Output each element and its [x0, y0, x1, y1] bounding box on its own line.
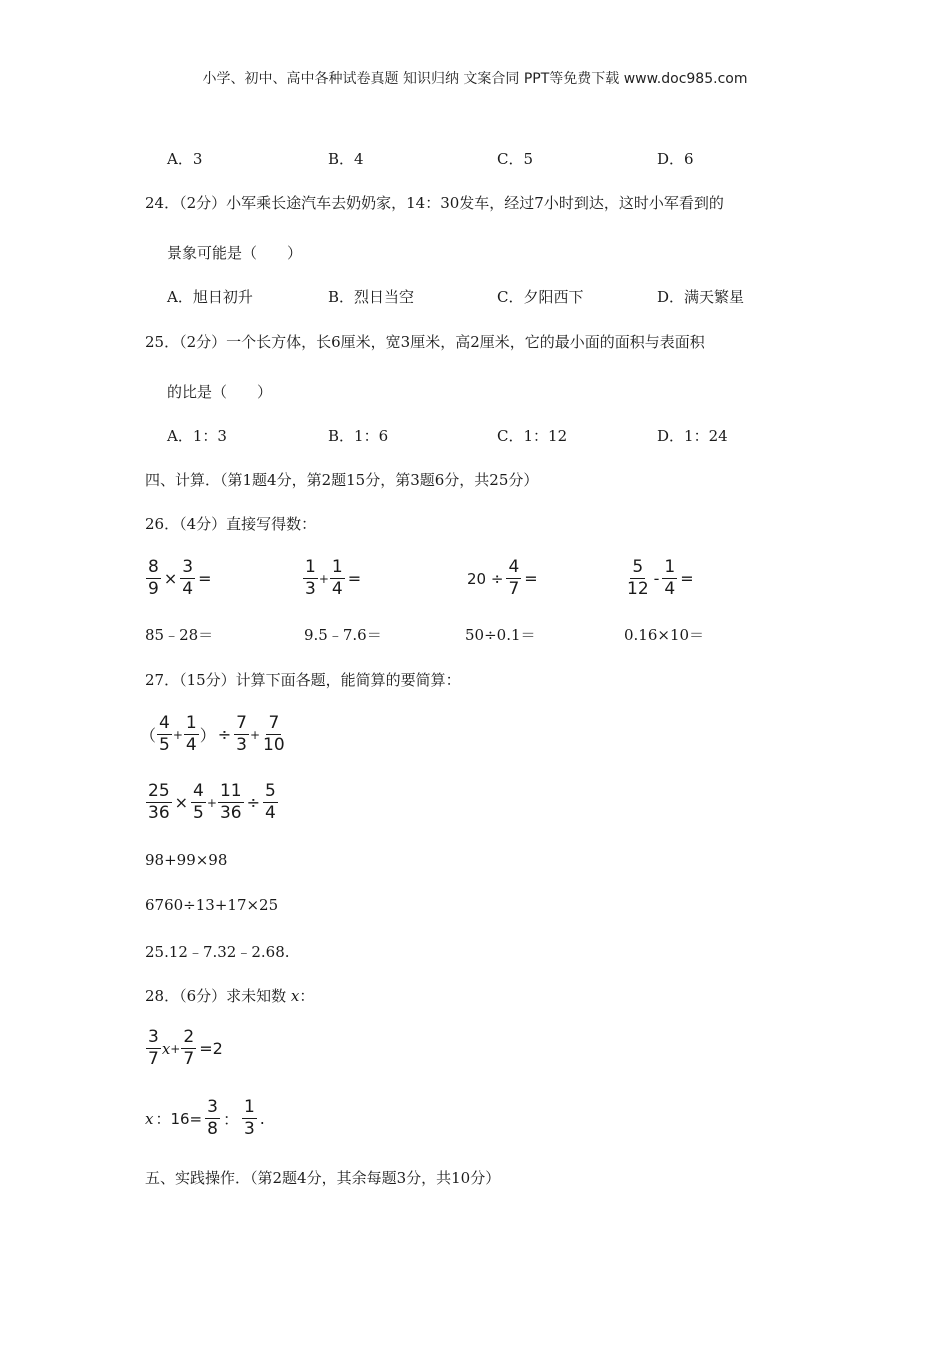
- q24-option-d: D．满天繁星: [657, 288, 745, 306]
- fraction: $\frac{25}{36}$: [148, 781, 170, 823]
- q27-expr-1: （ $\frac{4}{5}$ + $\frac{1}{4}$ ） ÷ $\frac{7}{3}$ + $\frac{7}{10}$: [140, 713, 285, 755]
- q26-row2-item-1: 85﹣28＝: [145, 626, 214, 644]
- q25-question-line2: 的比是（ ）: [167, 383, 273, 401]
- q24-option-a: A．旭日初升: [167, 288, 253, 306]
- q24-question-line2: 景象可能是（ ）: [167, 244, 303, 262]
- fraction: $\frac{4}{5}$: [193, 781, 204, 823]
- fraction: $\frac{5}{12}$: [627, 557, 649, 599]
- q27-title: 27．（15分）计算下面各题，能简算的要简算：: [145, 671, 461, 689]
- section-5-title: 五、实践操作．（第2题4分，其余每题3分，共10分）: [145, 1169, 501, 1187]
- q25-option-a: A．1：3: [167, 427, 227, 445]
- fraction: $\frac{11}{36}$: [219, 781, 242, 823]
- q24-option-b: B．烈日当空: [328, 288, 415, 306]
- q25-option-b: B．1：6: [328, 427, 389, 445]
- q26-expr-2: $\frac{1}{3}$ + $\frac{1}{4}$ =: [305, 557, 362, 599]
- fraction: $\frac{7}{10}$: [263, 713, 285, 755]
- fraction: $\frac{3}{4}$: [182, 557, 194, 599]
- q26-row2-item-2: 9.5﹣7.6＝: [304, 626, 382, 644]
- q25-option-c: C．1：12: [497, 427, 568, 445]
- q26-row2-item-4: 0.16×10＝: [624, 626, 705, 644]
- q27-expr-3: 98+99×98: [145, 851, 228, 869]
- q27-expr-5: 25.12﹣7.32﹣2.68.: [145, 943, 290, 961]
- q28-expr-1: $\frac{3}{7}$ x + $\frac{2}{7}$ =2: [148, 1027, 223, 1069]
- q26-expr-4: $\frac{5}{12}$ - $\frac{1}{4}$ =: [627, 557, 694, 599]
- q23-option-b: B．4: [328, 150, 364, 168]
- fraction: $\frac{1}{4}$: [185, 713, 197, 755]
- section-4-title: 四、计算．（第1题4分，第2题15分，第3题6分，共25分）: [145, 471, 539, 489]
- fraction: $\frac{5}{4}$: [264, 781, 276, 823]
- q24-option-c: C．夕阳西下: [497, 288, 584, 306]
- fraction: $\frac{4}{7}$: [508, 557, 520, 599]
- q23-option-d: D．6: [657, 150, 694, 168]
- fraction: $\frac{7}{3}$: [236, 713, 247, 755]
- fraction: $\frac{1}{3}$: [305, 557, 316, 599]
- q27-expr-4: 6760÷13+17×25: [145, 896, 279, 914]
- q26-expr-3: 20 ÷ $\frac{4}{7}$ =: [467, 557, 538, 599]
- q25-question-line1: 25．（2分）一个长方体，长6厘米，宽3厘米，高2厘米，它的最小面的面积与表面积: [145, 333, 705, 351]
- page-header: 小学、初中、高中各种试卷真题 知识归纳 文案合同 PPT等免费下载 www.doc985.com: [202, 71, 748, 87]
- fraction: $\frac{8}{9}$: [148, 557, 159, 599]
- fraction: $\frac{1}{4}$: [664, 557, 676, 599]
- q28-title: 28．（6分）求未知数 x：: [145, 987, 315, 1005]
- fraction: $\frac{2}{7}$: [183, 1027, 195, 1069]
- q28-expr-2: x ：16= $\frac{3}{8}$ ： $\frac{1}{3}$ .: [145, 1097, 265, 1139]
- fraction: $\frac{3}{8}$: [207, 1097, 218, 1139]
- q25-option-d: D．1：24: [657, 427, 728, 445]
- fraction: $\frac{1}{3}$: [243, 1097, 255, 1139]
- q26-title: 26．（4分）直接写得数：: [145, 515, 317, 533]
- q23-option-c: C．5: [497, 150, 534, 168]
- fraction: $\frac{4}{5}$: [159, 713, 170, 755]
- q26-row2-item-3: 50÷0.1＝: [465, 626, 536, 644]
- q23-option-a: A．3: [167, 150, 203, 168]
- q24-question-line1: 24．（2分）小军乘长途汽车去奶奶家，14：30发车，经过7小时到达，这时小军看到的: [145, 194, 724, 212]
- q26-expr-1: $\frac{8}{9}$ × $\frac{3}{4}$ =: [148, 557, 212, 599]
- q27-expr-2: $\frac{25}{36}$ × $\frac{4}{5}$ + $\frac{11}{36}$ ÷ $\frac{5}{4}$: [148, 781, 276, 823]
- fraction: $\frac{3}{7}$: [148, 1027, 159, 1069]
- fraction: $\frac{1}{4}$: [331, 557, 343, 599]
